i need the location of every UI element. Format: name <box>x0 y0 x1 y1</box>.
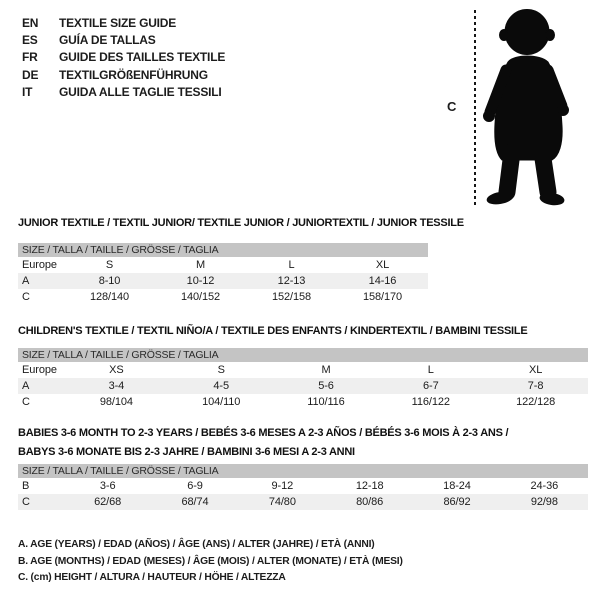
footnote-a: A. AGE (YEARS) / EDAD (AÑOS) / ÂGE (ANS) / ALTER (JAHRE) / ETÀ (ANNI) <box>18 539 375 550</box>
table-row <box>18 394 588 410</box>
cell: 8-10 <box>98 275 121 287</box>
language-row <box>22 84 225 101</box>
cell: S <box>217 364 225 376</box>
language-code: FR <box>22 50 38 65</box>
cell: 62/68 <box>94 496 122 508</box>
table-row <box>18 378 588 394</box>
cell: 6-9 <box>187 480 203 492</box>
language-code: ES <box>22 33 38 48</box>
cell: 140/152 <box>180 291 221 303</box>
cell: 158/170 <box>362 291 403 303</box>
table-row <box>18 289 428 305</box>
language-title: GUIDA ALLE TAGLIE TESSILI <box>59 85 222 100</box>
cell: 6-7 <box>422 380 439 392</box>
cell: 24-36 <box>530 480 559 492</box>
size-header-bar <box>18 464 588 478</box>
size-header-label: SIZE / TALLA / TAILLE / GRÖSSE / TAGLIA <box>22 244 219 256</box>
row-label: C <box>22 291 30 303</box>
row-label: C <box>22 396 30 408</box>
language-code: IT <box>22 85 33 100</box>
table-row <box>18 494 588 510</box>
cell: 3-4 <box>108 380 125 392</box>
language-code: EN <box>22 15 39 30</box>
cell: 152/158 <box>271 291 312 303</box>
children-size-table <box>18 348 588 410</box>
cell: 9-12 <box>271 480 294 492</box>
height-measure-label: C <box>447 99 457 114</box>
table-row <box>18 273 428 289</box>
language-row <box>22 31 225 48</box>
language-title: TEXTILE SIZE GUIDE <box>59 15 177 30</box>
cell: 18-24 <box>443 480 471 492</box>
cell: S <box>105 259 114 271</box>
cell: 98/104 <box>99 396 133 408</box>
row-label: Europe <box>22 259 57 271</box>
row-label: C <box>22 496 30 508</box>
language-row <box>22 49 225 66</box>
cell: XL <box>375 259 390 271</box>
language-code: DE <box>22 67 39 82</box>
babies-table-title-line1: BABIES 3-6 MONTH TO 2-3 YEARS / BEBÉS 3-6 MESES A 2-3 AÑOS / BÉBÉS 3-6 MOIS À 2-3 ANS / <box>18 427 509 439</box>
junior-table-title: JUNIOR TEXTILE / TEXTIL JUNIOR/ TEXTILE JUNIOR / JUNIORTEXTIL / JUNIOR TESSILE <box>18 217 464 229</box>
size-header-label: SIZE / TALLA / TAILLE / GRÖSSE / TAGLIA <box>22 465 219 477</box>
language-row <box>22 66 225 83</box>
cell: 80/86 <box>356 496 384 508</box>
height-measure-dashed-line <box>474 10 476 208</box>
footnote-c: C. (cm) HEIGHT / ALTURA / HAUTEUR / HÖHE / ALTEZZA <box>18 572 286 584</box>
language-title: TEXTILGRÖßENFÜHRUNG <box>59 67 208 82</box>
size-header-bar <box>18 348 588 362</box>
cell: 5-6 <box>318 380 334 392</box>
junior-size-table <box>18 243 428 305</box>
cell: 104/110 <box>202 396 241 408</box>
row-label: A <box>22 275 30 287</box>
footnote-b: B. AGE (MONTHS) / EDAD (MESES) / ÂGE (MOIS) / ALTER (MONATE) / ETÀ (MESI) <box>18 555 403 567</box>
cell: 110/116 <box>307 396 345 408</box>
cell: 12-18 <box>355 480 384 492</box>
table-row <box>18 362 588 378</box>
cell: 122/128 <box>516 396 556 408</box>
cell: 92/98 <box>530 496 558 508</box>
table-row <box>18 257 428 273</box>
cell: 128/140 <box>89 291 130 303</box>
cell: L <box>427 364 434 376</box>
cell: 74/80 <box>268 496 296 508</box>
babies-table-title-line2: BABYS 3-6 MONATE BIS 2-3 JAHRE / BAMBINI 3-6 MESI A 2-3 ANNI <box>18 446 355 458</box>
language-row <box>22 14 225 31</box>
cell: 7-8 <box>527 380 544 392</box>
table-row <box>18 478 588 494</box>
cell: 12-13 <box>277 275 306 287</box>
cell: L <box>288 259 295 271</box>
language-title: GUÍA DE TALLAS <box>59 33 156 48</box>
cell: M <box>321 364 331 376</box>
cell: 116/122 <box>411 396 450 408</box>
language-title-list <box>22 14 225 101</box>
babies-size-table <box>18 464 588 510</box>
row-label: Europe <box>22 364 57 376</box>
cell: 68/74 <box>181 496 209 508</box>
row-label: A <box>22 380 30 392</box>
cell: 3-6 <box>99 480 116 492</box>
toddler-silhouette-icon <box>482 8 572 208</box>
cell: 4-5 <box>213 380 229 392</box>
language-title: GUIDE DES TAILLES TEXTILE <box>59 50 226 65</box>
children-table-title: CHILDREN'S TEXTILE / TEXTIL NIÑO/A / TEXTILE DES ENFANTS / KINDERTEXTIL / BAMBINI TESSILE <box>18 325 528 337</box>
cell: XS <box>109 364 124 376</box>
cell: 86/92 <box>443 496 471 508</box>
footnote-legend <box>18 537 403 587</box>
size-header-bar <box>18 243 428 257</box>
row-label: B <box>22 480 30 492</box>
cell: 10-12 <box>186 275 215 287</box>
cell: M <box>195 259 206 271</box>
size-header-label: SIZE / TALLA / TAILLE / GRÖSSE / TAGLIA <box>22 349 219 361</box>
cell: XL <box>528 364 543 376</box>
cell: 14-16 <box>368 275 397 287</box>
